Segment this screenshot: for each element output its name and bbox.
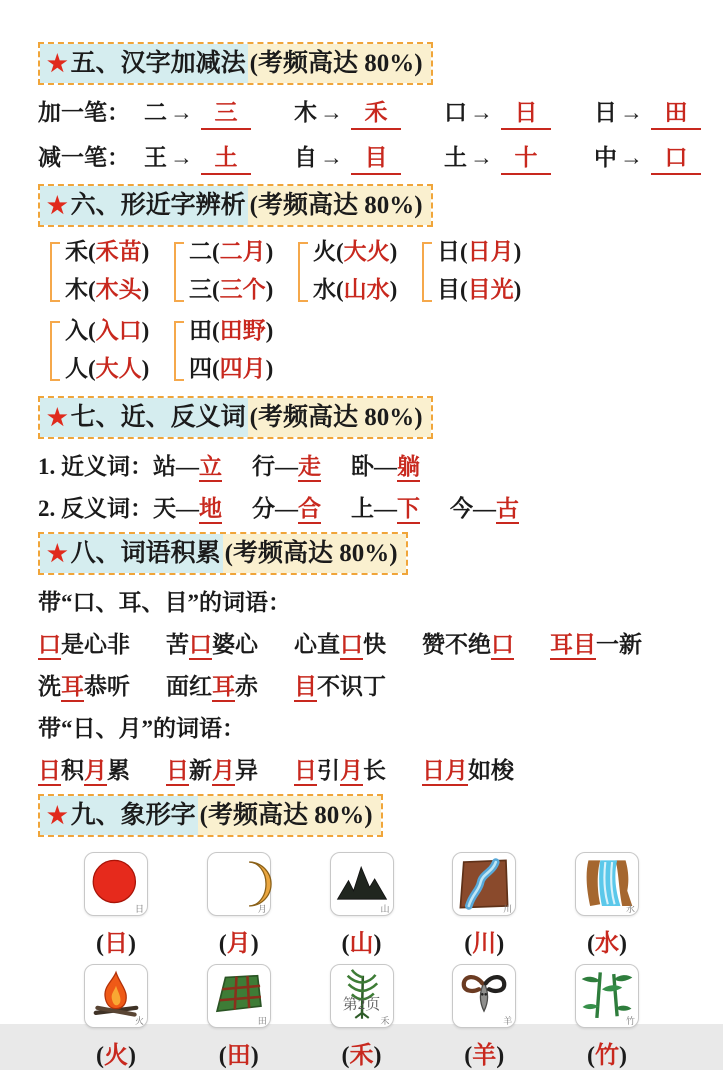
star-icon: ★ (47, 193, 68, 218)
answer-blank: 口 (651, 139, 701, 175)
char: 天 (153, 496, 176, 521)
char: 今 (450, 496, 473, 521)
example-word: 田野 (219, 318, 266, 343)
row-label: 减一笔： (38, 145, 130, 170)
pictograph-card (575, 852, 639, 916)
char: 是心非 (61, 632, 130, 657)
pictograph-item (207, 852, 271, 958)
char: 山 (349, 931, 374, 957)
arrow-icon: → (320, 100, 343, 125)
card-label (342, 1035, 382, 1070)
char: 行 (252, 454, 275, 479)
card-label (587, 1035, 627, 1070)
card-label (96, 923, 136, 958)
section-title: 五、汉字加减法 (70, 50, 246, 77)
bracket (50, 321, 60, 381)
row-label: 1. 近义词： (38, 454, 153, 479)
paren-open: ( (88, 277, 96, 302)
arrow-icon: → (320, 145, 343, 170)
paren-close: ) (141, 318, 150, 343)
answer-char: 古 (496, 496, 519, 524)
card-label (587, 923, 627, 958)
example-word: 大人 (95, 356, 142, 381)
section-title: 七、近、反义词 (70, 404, 246, 431)
highlighted-char: 口 (189, 632, 212, 660)
section-title: 八、词语积累 (70, 540, 221, 567)
char: 王 (144, 145, 167, 170)
char: 日 (437, 239, 460, 264)
paren-close: ) (265, 277, 274, 302)
frequency-note: (考频高达 80%) (248, 44, 431, 83)
answer-char: 走 (298, 454, 321, 482)
paren-close: ) (389, 277, 398, 302)
pictograph-row (38, 852, 685, 958)
dash: — (473, 496, 496, 521)
highlighted-char: 耳目 (550, 632, 596, 660)
answer-blank: 田 (651, 94, 701, 130)
paren-open: ( (218, 1043, 227, 1069)
highlighted-char: 月 (212, 758, 235, 786)
char: 恭听 (84, 674, 130, 699)
example-word: 三个 (219, 277, 266, 302)
paren-open: ( (341, 931, 350, 957)
pictograph-item (575, 964, 639, 1070)
char: 分 (252, 496, 275, 521)
answer-blank: 目 (351, 139, 401, 175)
paren-open: ( (464, 931, 473, 957)
paren-open: ( (88, 356, 96, 381)
card-label (219, 1035, 259, 1070)
paren-open: ( (336, 239, 344, 264)
char: 赞不绝 (422, 632, 491, 657)
frequency-note: (考频高达 80%) (248, 186, 431, 225)
paren-open: ( (587, 931, 595, 957)
section-title-wrap (40, 796, 198, 835)
add-stroke-row (38, 94, 688, 130)
answer-blank: 土 (201, 139, 251, 175)
arrow-icon: → (170, 145, 193, 170)
section-title-wrap (40, 534, 223, 573)
highlighted-char: 日 (294, 758, 317, 786)
pair-top (189, 238, 273, 266)
idiom (38, 752, 130, 785)
paren-close: ) (141, 239, 150, 264)
example-word: 二月 (219, 239, 266, 264)
char-transform-item (594, 94, 701, 130)
paren-close: ) (619, 1043, 627, 1069)
paren-open: ( (460, 239, 468, 264)
char: 婆心 (212, 632, 258, 657)
dash: — (275, 454, 298, 479)
char-transform-item (594, 139, 701, 175)
pictograph-item (330, 852, 394, 958)
char: 羊 (472, 1043, 497, 1069)
highlighted-char: 日月 (422, 758, 468, 786)
answer-char: 地 (199, 496, 222, 524)
paren-close: ) (496, 931, 505, 957)
char: 新 (189, 758, 212, 783)
similar-char-pair (50, 238, 174, 304)
highlighted-char: 日 (166, 758, 189, 786)
ancient-glyph: 川 (503, 904, 513, 914)
char: 人 (65, 356, 88, 381)
sun-icon (89, 857, 143, 911)
dash: — (275, 496, 298, 521)
paren-close: ) (373, 931, 382, 957)
paren-open: ( (212, 356, 220, 381)
card-label (219, 923, 259, 958)
card-label (464, 1035, 504, 1070)
pair-bottom (189, 355, 273, 383)
sub-heading: 带“口、耳、目”的词语： (38, 590, 291, 615)
row-label: 加一笔： (38, 100, 130, 125)
paren-close: ) (250, 1043, 259, 1069)
char: 目 (437, 277, 460, 302)
char: 自 (294, 145, 317, 170)
idiom (550, 626, 642, 659)
ancient-glyph: 田 (257, 1016, 267, 1026)
arrow-icon: → (170, 100, 193, 125)
pair-bottom (65, 355, 149, 383)
paren-close: ) (128, 931, 136, 957)
answer-blank: 日 (501, 94, 551, 130)
char: 一新 (596, 632, 642, 657)
word-pair (450, 490, 519, 523)
word-pair (351, 490, 420, 523)
answer-blank: 禾 (351, 94, 401, 130)
ancient-glyph: 竹 (625, 1016, 635, 1026)
paren-close: ) (373, 1043, 382, 1069)
highlighted-char: 口 (38, 632, 61, 660)
char: 日 (594, 100, 617, 125)
char: 赤 (235, 674, 258, 699)
pair-top (437, 238, 521, 266)
pictograph-item (452, 964, 516, 1070)
char: 中 (594, 145, 617, 170)
idiom (38, 668, 130, 701)
pair-top (189, 317, 273, 345)
pictograph-row (38, 964, 685, 1070)
similar-chars-row (50, 317, 685, 383)
char: 异 (235, 758, 258, 783)
char: 水 (313, 277, 336, 302)
phrase-row (38, 668, 685, 701)
section-title: 九、象形字 (70, 802, 196, 829)
idiom (38, 626, 130, 659)
answer-char: 合 (298, 496, 321, 524)
card-label (464, 923, 504, 958)
char: 卧 (351, 454, 374, 479)
ancient-glyph: 水 (625, 904, 635, 914)
answer-blank: 十 (501, 139, 551, 175)
highlighted-char: 月 (84, 758, 107, 786)
paren-open: ( (464, 1043, 473, 1069)
pictograph-card (207, 852, 271, 916)
char: 上 (351, 496, 374, 521)
paren-open: ( (336, 277, 344, 302)
bracket (50, 242, 60, 302)
pair-bottom (65, 276, 149, 304)
ancient-glyph: 日 (134, 904, 144, 914)
bracket (422, 242, 432, 302)
dash: — (176, 454, 199, 479)
highlighted-char: 月 (340, 758, 363, 786)
char: 禾 (65, 239, 88, 264)
char: 日 (104, 931, 128, 957)
word-pair (153, 448, 222, 481)
char: 二 (189, 239, 212, 264)
pictograph-item (84, 964, 148, 1070)
char: 四 (189, 356, 212, 381)
pair-top (313, 238, 397, 266)
card-label (96, 1035, 136, 1070)
char: 田 (189, 318, 212, 343)
paren-open: ( (460, 277, 468, 302)
answer-char: 下 (397, 496, 420, 524)
char: 心直 (294, 632, 340, 657)
char: 木 (65, 277, 88, 302)
synonyms-line (38, 448, 685, 481)
paren-close: ) (389, 239, 398, 264)
section-title: 六、形近字辨析 (70, 192, 246, 219)
answer-char: 立 (199, 454, 222, 482)
char: 积 (61, 758, 84, 783)
remove-stroke-row (38, 139, 688, 175)
highlighted-char: 耳 (61, 674, 84, 702)
section-title-wrap (40, 398, 248, 437)
antonyms-line (38, 490, 685, 523)
char: 不识丁 (317, 674, 386, 699)
paren-close: ) (141, 356, 150, 381)
paren-close: ) (128, 1043, 136, 1069)
char: 川 (472, 931, 497, 957)
highlighted-char: 耳 (212, 674, 235, 702)
section-9-header (38, 794, 383, 837)
example-word: 日月 (467, 239, 514, 264)
highlighted-char: 日 (38, 758, 61, 786)
phrase-row (38, 626, 685, 659)
section-8-header (38, 532, 408, 575)
river-icon (457, 857, 511, 911)
idiom (166, 626, 258, 659)
word-pair (153, 490, 222, 523)
paren-open: ( (212, 239, 220, 264)
pair-bottom (189, 276, 273, 304)
page-number: 第2页 (342, 997, 381, 1013)
char: 苦 (166, 632, 189, 657)
similar-char-pair (298, 238, 422, 304)
water-icon (580, 857, 634, 911)
similar-char-pair (174, 238, 298, 304)
char: 二 (144, 100, 167, 125)
paren-open: ( (212, 277, 220, 302)
frequency-note: (考频高达 80%) (248, 398, 431, 437)
paren-close: ) (513, 277, 522, 302)
paren-open: ( (218, 931, 227, 957)
similar-char-pair (174, 317, 298, 383)
char: 长 (363, 758, 386, 783)
char: 快 (363, 632, 386, 657)
char: 口 (444, 100, 467, 125)
highlighted-char: 口 (491, 632, 514, 660)
char-transform-item (144, 94, 294, 130)
ancient-glyph: 山 (380, 904, 390, 914)
example-word: 大火 (343, 239, 390, 264)
char: 木 (294, 100, 317, 125)
card-label (342, 923, 382, 958)
paren-open: ( (341, 1043, 350, 1069)
pictograph-item (330, 964, 394, 1070)
char: 火 (104, 1043, 128, 1069)
char: 禾 (349, 1043, 374, 1069)
arrow-icon: → (470, 100, 493, 125)
pictograph-item (452, 852, 516, 958)
pictograph-item (207, 964, 271, 1070)
example-word: 四月 (219, 356, 266, 381)
star-icon: ★ (47, 803, 68, 828)
char-transform-item (294, 139, 444, 175)
paren-open: ( (96, 931, 104, 957)
ancient-glyph: 火 (134, 1016, 144, 1026)
idiom (294, 752, 386, 785)
pictograph-card (330, 852, 394, 916)
idiom (294, 626, 386, 659)
char: 竹 (595, 1043, 619, 1069)
pair-top (65, 317, 149, 345)
paren-close: ) (250, 931, 259, 957)
paren-open: ( (587, 1043, 595, 1069)
word-pair (252, 448, 321, 481)
example-word: 木头 (95, 277, 142, 302)
similar-char-pair (50, 317, 174, 383)
section-7-header (38, 396, 433, 439)
row-label: 2. 反义词： (38, 496, 153, 521)
dash: — (374, 496, 397, 521)
pair-bottom (437, 276, 521, 304)
example-word: 山水 (343, 277, 390, 302)
section-title-wrap (40, 44, 248, 83)
frequency-note: (考频高达 80%) (198, 796, 381, 835)
char: 水 (595, 931, 619, 957)
char: 累 (107, 758, 130, 783)
sub-heading: 带“日、月”的词语： (38, 716, 245, 741)
section-5-header (38, 42, 433, 85)
char: 面红 (166, 674, 212, 699)
similar-char-pair (422, 238, 546, 304)
paren-close: ) (619, 931, 627, 957)
ancient-glyph: 羊 (503, 1016, 513, 1026)
arrow-icon: → (620, 145, 643, 170)
idiom (166, 752, 258, 785)
bracket (174, 321, 184, 381)
pair-top (65, 238, 149, 266)
idiom (422, 752, 514, 785)
section-6-header (38, 184, 433, 227)
paren-close: ) (141, 277, 150, 302)
word-pair (351, 448, 420, 481)
char: 引 (317, 758, 340, 783)
char: 三 (189, 277, 212, 302)
char: 火 (313, 239, 336, 264)
star-icon: ★ (47, 405, 68, 430)
idiom (294, 668, 386, 701)
word-pair (252, 490, 321, 523)
paren-open: ( (88, 239, 96, 264)
idiom (422, 626, 514, 659)
arrow-icon: → (470, 145, 493, 170)
example-word: 目光 (467, 277, 514, 302)
paren-close: ) (265, 356, 274, 381)
paren-open: ( (212, 318, 220, 343)
paren-close: ) (496, 1043, 505, 1069)
paren-close: ) (265, 318, 274, 343)
pictograph-card (452, 852, 516, 916)
frequency-note: (考频高达 80%) (223, 534, 406, 573)
ancient-glyph: 月 (257, 904, 267, 914)
star-icon: ★ (47, 541, 68, 566)
pair-bottom (313, 276, 397, 304)
char: 土 (444, 145, 467, 170)
char-transform-item (444, 139, 594, 175)
char-transform-item (144, 139, 294, 175)
pictograph-item (575, 852, 639, 958)
dash: — (176, 496, 199, 521)
arrow-icon: → (620, 100, 643, 125)
highlighted-char: 口 (340, 632, 363, 660)
char: 入 (65, 318, 88, 343)
paren-close: ) (513, 239, 522, 264)
section-title-wrap (40, 186, 248, 225)
ancient-glyph: 禾 (380, 1016, 390, 1026)
char: 如梭 (468, 758, 514, 783)
moon-icon (212, 857, 266, 911)
dash: — (374, 454, 397, 479)
char-transform-item (444, 94, 594, 130)
star-icon: ★ (47, 51, 68, 76)
bracket (174, 242, 184, 302)
highlighted-char: 目 (294, 674, 317, 702)
char-transform-item (294, 94, 444, 130)
phrase-row (38, 752, 685, 785)
char: 田 (226, 1043, 251, 1069)
paren-close: ) (265, 239, 274, 264)
answer-blank: 三 (201, 94, 251, 130)
example-word: 入口 (95, 318, 142, 343)
char: 站 (153, 454, 176, 479)
example-word: 禾苗 (95, 239, 142, 264)
char: 洗 (38, 674, 61, 699)
paren-open: ( (96, 1043, 104, 1069)
answer-char: 躺 (397, 454, 420, 482)
paren-open: ( (88, 318, 96, 343)
mountain-icon (335, 857, 389, 911)
char: 月 (226, 931, 251, 957)
similar-chars-row (50, 238, 685, 304)
pictograph-card (84, 852, 148, 916)
bracket (298, 242, 308, 302)
idiom (166, 668, 258, 701)
pictograph-item (84, 852, 148, 958)
